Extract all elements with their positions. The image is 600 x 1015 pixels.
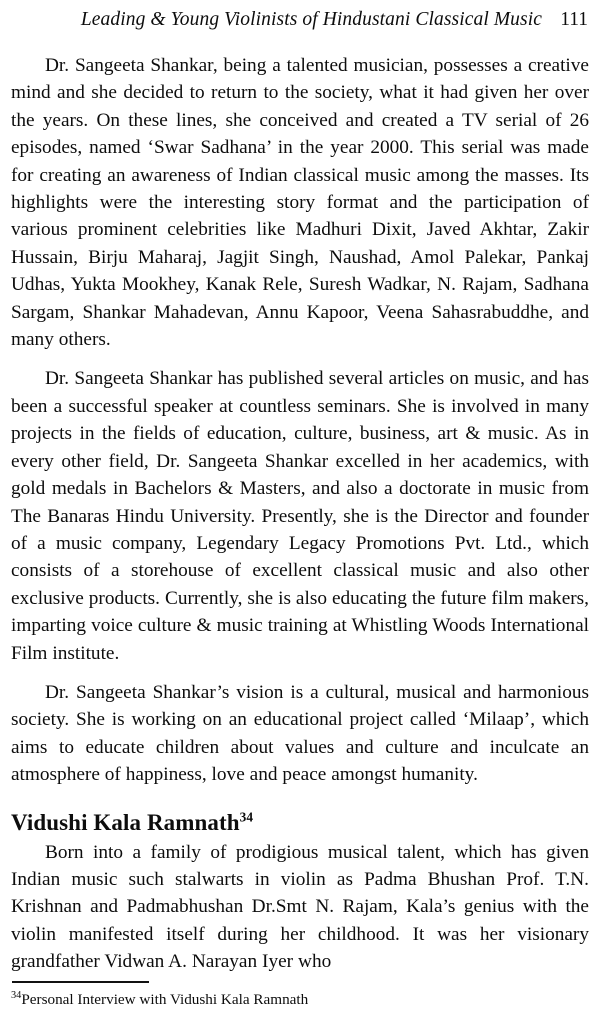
body-paragraph: Dr. Sangeeta Shankar, being a talented musician, possesses a creative mind and she decided to return to the society, what it had given her over the years. On these lines, she conceived and created a TV serial of 26 episodes, named ‘Swar Sadhana’ in the year 2000. This serial was made for creating an awareness of Indian classical music among the masses. Its highlights were the interesting story format and the participation of various prominent celebrities like Madhuri Dixit, Javed Akhtar, Zakir Hussain, Birju Maharaj, Jagjit Singh, Naushad, Amol Palekar, Pankaj Udhas, Yukta Mookhey, Kanak Rele, Suresh Wadkar, N. Rajam, Sadhana Sargam, Shankar Mahadevan, Annu Kapoor, Veena Sahasrabuddhe, and many others.: [11, 55, 589, 351]
footnote-entry: [11, 990, 589, 1009]
main-text-column: [11, 52, 589, 976]
page-number: 111: [560, 9, 588, 30]
running-head: [12, 10, 588, 38]
body-paragraph: Dr. Sangeeta Shankar’s vision is a cultural, musical and harmonious society. She is working on an educational project called ‘Milaap’, which aims to educate children about values and culture and inculcate an atmosphere of happiness, love and peace amongst humanity.: [11, 681, 589, 786]
footnote-text: Personal Interview with Vidushi Kala Ramnath: [21, 991, 309, 1008]
body-paragraph: Dr. Sangeeta Shankar has published several articles on music, and has been a successful speaker at countless seminars. She is involved in many projects in the fields of education, culture, business, art & music. As in every other field, Dr. Sangeeta Shankar excelled in her academics, with gold medals in Bachelors & Masters, and also a doctorate in music from The Banaras Hindu University. Presently, she is the Director and founder of a music company, Legendary Legacy Promotions Pvt. Ltd., which consists of a storehouse of excellent classical music and also other exclusive products. Currently, she is also educating the future film makers, imparting voice culture & music training at Whistling Woods International Film institute.: [11, 368, 589, 664]
running-head-title: Leading & Young Violinists of Hindustani Classical Music: [80, 9, 542, 30]
footnote-area: [11, 981, 589, 1009]
section-heading: [11, 808, 589, 838]
section-paragraph: Born into a family of prodigious musical talent, which has given Indian music such stalwarts in violin as Padma Bhushan Prof. T.N. Krishnan and Padmabhushan Dr.Smt N. Rajam, Kala’s genius with the violin manifested itself during her childhood. It was her visionary grandfather Vidwan A. Narayan Iyer who: [11, 841, 589, 973]
footnote-number: 34: [11, 989, 22, 1001]
footnote-separator-rule: [12, 981, 149, 983]
section-heading-label: Vidushi Kala Ramnath: [11, 809, 240, 835]
footnote-reference-marker[interactable]: 34: [239, 808, 253, 824]
